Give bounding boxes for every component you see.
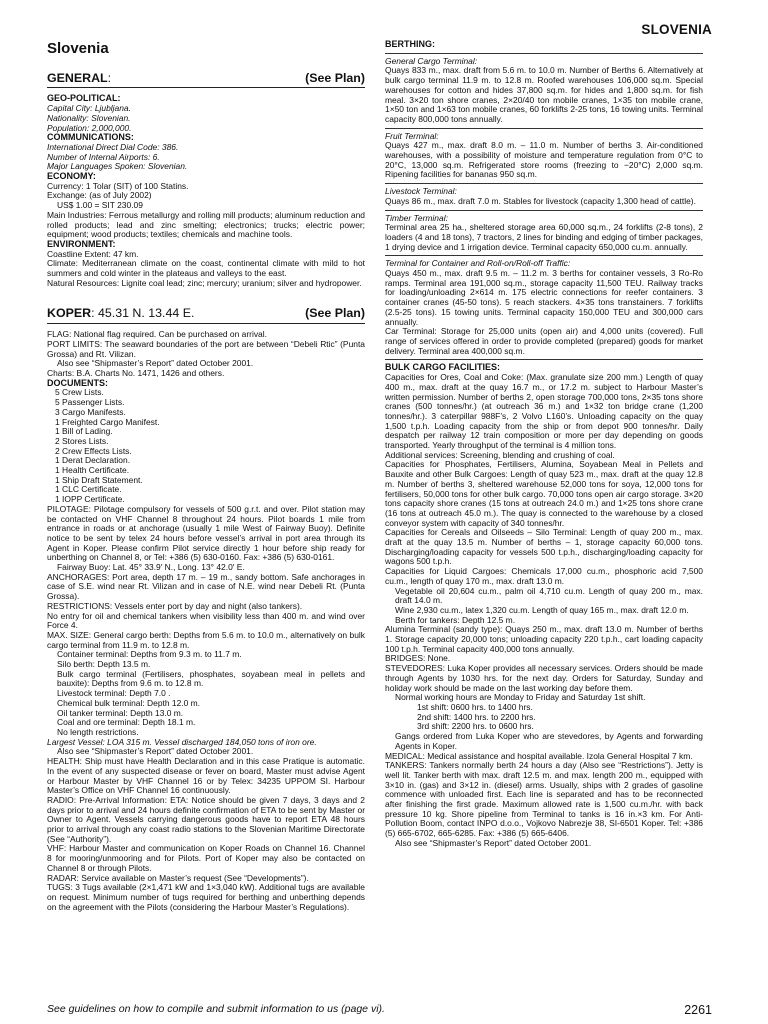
car-terminal-text: Car Terminal: Storage for 25,000 units (open air) and 4,000 units (covered). Full range of services offered in order to provide completed (prepared) goods for market delivery. Terminal area 400,000 sq.m. bbox=[385, 326, 703, 356]
running-head: SLOVENIA bbox=[641, 22, 712, 37]
max-size-line: Silo berth: Depth 13.5 m. bbox=[57, 659, 151, 670]
max-size-line: No length restrictions. bbox=[57, 727, 139, 737]
economy-line: Main Industries: Ferrous metallurgy and rolling mill products; aluminum reduction and rolled products; lead and zinc smelting; electronics; trucks; electric power; equipment; wood products; textiles; chemicals and machine tools. bbox=[47, 209, 365, 240]
tugs-text: TUGS: 3 Tugs available (2×1,471 kW and 1×3,040 kW). Additional tugs are available on request. Minimum number of tugs required for berthing and unberthing depends on the agreement with the Pilots (considering the Harbour Master’s Regulations). bbox=[47, 882, 365, 912]
timber-head: Timber Terminal: bbox=[385, 212, 448, 223]
right-column bbox=[385, 40, 703, 849]
berthing-head: BERTHING: bbox=[385, 39, 435, 49]
radio-text: RADIO: Pre-Arrival Information: ETA: Notice should be given 7 days, 3 days and 2 days prior to arrival and 24 hours definite confirmation of ETA to be sent by Master or Owner to Agent. Vessels carrying dangerous goods have to report ETA 48 hours prior to arrival through any coast radio stations to the Slovenian Maritime Directorate (See “Authority”). bbox=[47, 794, 365, 844]
medical-text: MEDICAL: Medical assistance and hospital available. Izola General Hospital 7 km. bbox=[385, 750, 693, 761]
document-item: 1 Health Certificate. bbox=[55, 465, 130, 476]
bulk-text: Capacities for Ores, Coal and Coke: (Max. granulate size 200 mm.) Length of quay 400 m., max. draft at the quay 16.7 m., or 17.2 m. subject to Harbour Master’s written permission. Number of berths 2, open storage 700,000 tons, 2×35 tons shore cranes (500 tonnes/hr.) (at outreach 36 m.) and 1×32 ton bridge crane (1,200 tonnes/hr.). 3 caterpillar 988F’s, 2 Volvo L160’s. Unloading capacity on the quay 1,500 t.p.h. Loading capacity from the ship or from depot 900 tonnes/hr. Daily despatch per railway 12 train composition or more per day depending on goods transported. Yearly throughput of the terminal is 4 million tons. bbox=[385, 372, 703, 451]
comm-line: International Direct Dial Code: 386. bbox=[47, 141, 179, 152]
bridges-text: BRIDGES: None. bbox=[385, 653, 451, 664]
document-item: 1 Bill of Lading. bbox=[55, 426, 113, 437]
economy-head: ECONOMY: bbox=[47, 171, 96, 182]
general-colon: : bbox=[107, 70, 112, 85]
bulk-text: Capacities for Liquid Cargoes: Chemicals 17,000 cu.m., phosphoric acid 7,500 cu.m., length of quay 170 m., max. draft 13.0 m. bbox=[385, 566, 703, 586]
documents-list bbox=[47, 388, 365, 504]
general-rule bbox=[47, 87, 365, 88]
env-line: Coastline Extent: 47 km. bbox=[47, 248, 139, 259]
largest-vessel-text: Largest Vessel: LOA 315 m. Vessel discharged 184,050 tons of iron ore. bbox=[47, 736, 317, 747]
geo-political-head: GEO-POLITICAL: bbox=[47, 93, 121, 104]
document-item: 2 Crew Effects Lists. bbox=[55, 445, 132, 456]
shift-line: 2nd shift: 1400 hrs. to 2200 hrs. bbox=[417, 711, 536, 722]
comm-line: Major Languages Spoken: Slovenian. bbox=[47, 161, 188, 172]
page-footer bbox=[47, 1003, 712, 1017]
fruit-text: Quays 427 m., max. draft 8.0 m. – 11.0 m. Number of berths 3. Air-conditioned warehouses, with a possibility of moisture and temperature regulation from 0°C to 20°C, 13,000 sq.m. Refrigerated store rooms (freezing to −20°C) 2,000 sq.m. Ripening facilities for bananas 950 sq.m. bbox=[385, 140, 703, 180]
general-cargo-head: General Cargo Terminal: bbox=[385, 55, 478, 66]
restrictions-text: RESTRICTIONS: Vessels enter port by day and night (also tankers). bbox=[47, 600, 303, 611]
general-see-plan: (See Plan) bbox=[305, 70, 365, 85]
env-line: Climate: Mediterranean climate on the coast, continental climate with mild to hot summers and cold winter in the plateaus and valleys to the east. bbox=[47, 258, 365, 279]
fruit-head: Fruit Terminal: bbox=[385, 130, 439, 141]
bulk-text: Capacities for Phosphates, Fertilisers, Alumina, Soyabean Meal in Pellets and Bauxite and other Bulk Cargoes: Length of quay 523 m., max. draft at the quay 12.8 m. Number of berths 3, sheltered warehouse 52,000 tons for soya, 12,000 tons for fertilisers, 50,000 tons for other bulk cargo. 70,000 tons open air cargo storage. 3×20 tons capacity shore cranes (15 tons at outreach 24.0 m.) and 1×25 tons shore crane (16 tons at outreach 45.0 m.). The quay is connected to the warehouse by a closed conveyor system with capacity of 340 tonnes/hr. bbox=[385, 459, 703, 528]
document-item: 5 Crew Lists. bbox=[55, 387, 104, 398]
bulk-text: Wine 2,930 cu.m., latex 1,320 cu.m. Length of quay 165 m., max. draft 12.0 m. bbox=[395, 604, 689, 615]
stevedores-text: STEVEDORES: Luka Koper provides all necessary services. Orders should be made through Agents by 1030 hrs. for the next day. Orders for Saturday, Sunday and holiday work should be made on the last working day before them. bbox=[385, 663, 703, 693]
document-item: 3 Cargo Manifests. bbox=[55, 406, 126, 417]
communications-head: COMMUNICATIONS: bbox=[47, 132, 134, 143]
economy-line: Exchange: (as of July 2002) bbox=[47, 190, 152, 201]
koper-header bbox=[47, 306, 365, 321]
footer-note: See guidelines on how to compile and submit information to us (page vi). bbox=[47, 1003, 385, 1015]
max-size-line: Bulk cargo terminal (Fertilisers, phosphates, soyabean meal in pellets and bauxite): Depths from 9.6 m. to 12.8 m. bbox=[57, 668, 365, 689]
bulk-text: Alumina Terminal (sandy type): Quays 250 m., max. draft 13.0 m. Number of berths 1. Storage capacity 20,000 tons; unloading capacity 220 t.p.h., cart loading capacity 100 t.p.h. Terminal capacity 400,000 tons annually. bbox=[385, 624, 703, 654]
bulk-text: Vegetable oil 20,604 cu.m., palm oil 4,710 cu.m. Length of quay 200 m., max. draft 14.0 m. bbox=[395, 585, 703, 606]
max-size-text: MAX. SIZE: General cargo berth: Depths from 5.6 m. to 10.0 m., alternatively on bulk cargo terminal from 11.9 m. to 12.8 m. bbox=[47, 629, 365, 650]
radar-text: RADAR: Service available on Master’s request (See “Developments”). bbox=[47, 872, 309, 883]
general-heading: GENERAL bbox=[47, 70, 108, 85]
bulk-head: BULK CARGO FACILITIES: bbox=[385, 362, 500, 373]
pilotage-text: PILOTAGE: Pilotage compulsory for vessels of 500 g.r.t. and over. Pilot station may be contacted on VHF Channel 8 throughout 24 hours. Pilot boards 1 mile from entrance in roads or at anchorage (usually 1 mile West of Fairway Buoy). Definite notice to be sent by telex 24 hours before vessel’s arrival in port area through its Agent in Koper. Please confirm Pilot service directly 1 hour before ship ready for unberthing on Channel 8, or Tel: +386 (5) 630-0160. Fax: +386 (5) 630-0161. bbox=[47, 503, 365, 563]
shift-line: 1st shift: 0600 hrs. to 1400 hrs. bbox=[417, 702, 533, 712]
general-cargo-text: Quays 833 m., max. draft from 5.6 m. to 10.0 m. Number of Berths 6. Alternatively at bulk cargo terminal 11.9 m. to 12.8 m. Roofed warehouses 106,000 sq.m. Special warehouses for cotton and hides 37,800 sq.m. for hides and 1,800 sq.m. for fish meal. 3×20 ton shore cranes, 2×20/40 ton mobile cranes, 1×35 ton mobile crane, 1×50 ton and 1×63 ton mobile cranes, 60 forklifts 2-25 tons, 16 towing units. Terminal capacity 800,000 tons annually. bbox=[385, 65, 703, 124]
geo-line: Capital City: Ljubljana. bbox=[47, 103, 131, 114]
vhf-text: VHF: Harbour Master and communication on Koper Roads on Channel 16. Channel 8 for mooring/unmooring and for Pilots. Port of Koper may also be contacted on Channel 8 or through Pilots. bbox=[47, 843, 365, 873]
tankers-also: Also see “Shipmaster’s Report” dated October 2001. bbox=[395, 837, 592, 848]
max-size-line: Coal and ore terminal: Depth 18.1 m. bbox=[57, 717, 196, 728]
geo-line: Nationality: Slovenian. bbox=[47, 112, 131, 123]
timber-text: Terminal area 25 ha., sheltered storage area 60,000 sq.m., 24 forklifts (2-8 tons), 2 loaders (4 and 18 tons), 7 tractors, 2 lines for binding and edging of timber packages, 1 drying device and 1 irrigation device. Terminal capacity 650,000 cu.m. annually. bbox=[385, 222, 703, 252]
documents-head: DOCUMENTS: bbox=[47, 377, 108, 388]
largest-vessel-also: Also see “Shipmaster’s Report” dated October 2001. bbox=[57, 746, 254, 757]
country-title: Slovenia bbox=[47, 40, 109, 57]
restrictions-text-2: No entry for oil and chemical tankers when visibility less than 400 m. and wind over Force 4. bbox=[47, 610, 365, 631]
document-item: 1 IOPP Certificate. bbox=[55, 494, 125, 505]
charts-text: Charts: B.A. Charts No. 1471, 1426 and others. bbox=[47, 367, 225, 378]
port-limits-also: Also see “Shipmaster’s Report” dated October 2001. bbox=[57, 358, 254, 369]
koper-heading: KOPER bbox=[47, 306, 92, 321]
tankers-text: TANKERS: Tankers normally berth 24 hours a day (Also see “Restrictions”). Jetty is well lit. Tanker berth with max. draft 12.5 m. and max. length 200 m., equipped with 3×10 in. (gas) and 3×12 in. (diesel) arms. Usually, ships with 2 grades of gasoline commence with unloaded first. Each line is separated and has to be reconnected after finishing the first grade. Maximum allowed rate is 1,500 cu.m./hr. with back pressure 10 kg. Shore pipeline from Terminal to tanks is 16 in.×3 km. For Anti-Pollution Boom, contact INPO d.o.o., Vojkovo Nabrezje 38, SI-6501 Koper. Tel: +386 (5) 665-6702, 665-6285. Fax: +386 (5) 665-6406. bbox=[385, 760, 703, 839]
koper-rule bbox=[47, 323, 365, 324]
max-size-line: Oil tanker terminal: Depth 13.0 m. bbox=[57, 707, 184, 718]
bulk-text: Capacities for Cereals and Oilseeds – Silo Terminal: Length of quay 200 m., max. draft at the quay 13.5 m. Number of berths – 1, storage capacity 60,000 tons. Discharging/loading capacity for vessels 500 t.p.h., discharging/loading capacity for wagons 500 t.p.h. bbox=[385, 527, 703, 567]
port-limits-text: PORT LIMITS: The seaward boundaries of the port are between “Debeli Rtic” (Punta Grossa) and Rt. Vilizan. bbox=[47, 338, 365, 359]
koper-coords: : 45.31 N. 13.44 E. bbox=[91, 306, 195, 321]
working-hours-text: Normal working hours are Monday to Friday and Saturday 1st shift. bbox=[395, 692, 646, 703]
environment-head: ENVIRONMENT: bbox=[47, 238, 116, 249]
max-size-line: Livestock terminal: Depth 7.0 . bbox=[57, 688, 171, 699]
flag-text: FLAG: National flag required. Can be purchased on arrival. bbox=[47, 329, 267, 340]
document-item: 1 Ship Draft Statement. bbox=[55, 474, 143, 485]
geo-line: Population: 2,000,000. bbox=[47, 122, 132, 133]
livestock-head: Livestock Terminal: bbox=[385, 186, 457, 197]
economy-line: Currency: 1 Tolar (SIT) of 100 Statins. bbox=[47, 180, 189, 191]
document-item: 1 Derat Declaration. bbox=[55, 455, 131, 466]
anchorages-text: ANCHORAGES: Port area, depth 17 m. – 19 m., sandy bottom. Safe anchorages in case of S.E. wind near Rt. Vilizan and in case of N.E. wind near Debeli Rt. (Punta Grossa). bbox=[47, 571, 365, 602]
max-size-line: Chemical bulk terminal: Depth 12.0 m. bbox=[57, 697, 201, 708]
document-item: 1 CLC Certificate. bbox=[55, 484, 122, 495]
gangs-text: Gangs ordered from Luka Koper who are stevedores, by Agents and forwarding Agents in Koper. bbox=[395, 731, 703, 751]
env-line: Natural Resources: Lignite coal lead; zinc; mercury; uranium; silver and hydropower. bbox=[47, 277, 362, 288]
document-item: 5 Passenger Lists. bbox=[55, 397, 125, 408]
document-item: 2 Stores Lists. bbox=[55, 435, 109, 446]
container-text: Quays 450 m., max. draft 9.5 m. – 11.2 m. 3 berths for container vessels, 3 Ro-Ro ramps. Terminal area 191,000 sq.m., storage capacity 11,500 TEU. Railway tracks for loading/unloading 2×614 m. 175 electric connections for reefer containers. 3 container cranes (45-50 tons). 5 reach stackers. 4×35 tons transtainers. 7 forklifts (2.5-25 tons). 15 towing units. Terminal capacity 150,000 TEU and 300,000 cars annually. bbox=[385, 268, 703, 327]
koper-see-plan: (See Plan) bbox=[305, 306, 365, 321]
bulk-text: Additional services: Screening, blending and crushing of coal. bbox=[385, 449, 615, 460]
max-size-line: Container terminal: Depths from 9.3 m. to 11.7 m. bbox=[57, 649, 242, 660]
fairway-buoy: Fairway Buoy: Lat. 45° 33.9′ N., Long. 13° 42.0′ E. bbox=[57, 562, 245, 573]
bulk-text: Berth for tankers: Depth 12.5 m. bbox=[395, 614, 516, 625]
economy-line: US$ 1.00 = SIT 230.09 bbox=[57, 200, 143, 211]
container-head: Terminal for Container and Roll-on/Roll-off Traffic: bbox=[385, 258, 571, 269]
shift-line: 3rd shift: 2200 hrs. to 0600 hrs. bbox=[417, 721, 534, 732]
health-text: HEALTH: Ship must have Health Declaration and in this case Pratique is automatic. In the event of any suspected disease or fever on board, Master must advise Agent or Harbour Master by VHF Channel 16 or by Telex: 34235 UPPOM SI. Harbour Master’s Office on VHF Channel 16 continuously. bbox=[47, 756, 365, 796]
left-column bbox=[47, 40, 365, 912]
page-number: 2261 bbox=[684, 1003, 712, 1017]
livestock-text: Quays 86 m., max. draft 7.0 m. Stables for livestock (capacity 1,300 head of cattle). bbox=[385, 195, 696, 206]
document-item: 1 Freighted Cargo Manifest. bbox=[55, 416, 160, 427]
general-header bbox=[47, 70, 365, 85]
comm-line: Number of Internal Airports: 6. bbox=[47, 151, 160, 162]
